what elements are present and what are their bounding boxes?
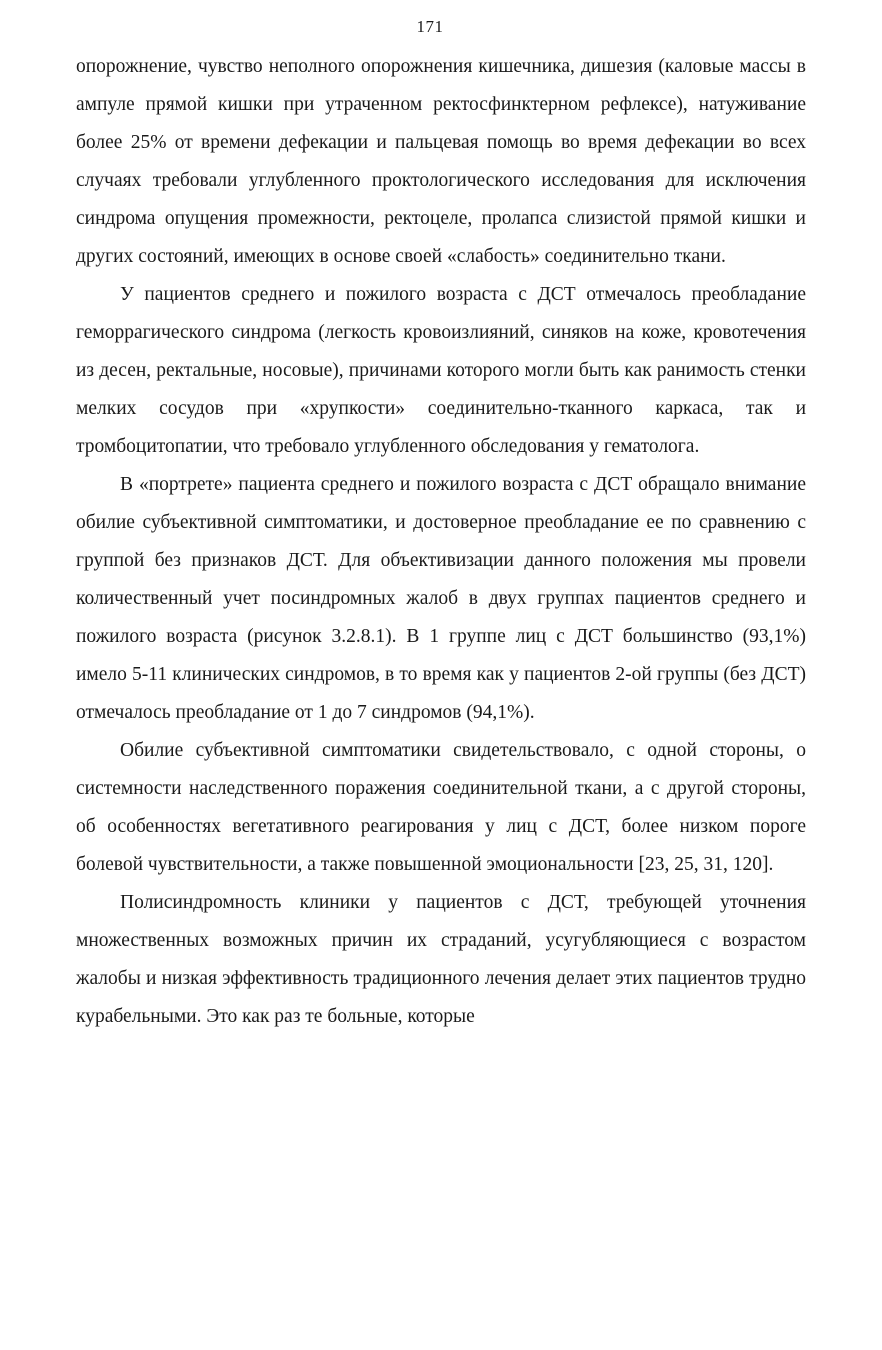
paragraph-hemorrhagic-syndrome: У пациентов среднего и пожилого возраста с ДСТ отмечалось преобладание геморрагического синдрома (легкость кровоизлияний, синяков на коже, кровотечения из десен, ректальные, носовые), причинами которого могли быть как ранимость стенки мелких сосудов при «хрупкости» соединительно-тканного каркаса, так и тромбоцитопатии, что требовало углубленного обследования у гематолога. [76, 284, 806, 457]
paragraph-continued: опорожнение, чувство неполного опорожнения кишечника, дишезия (каловые массы в ампуле прямой кишки при утраченном ректосфинктерном рефлексе), натуживание более 25% от времени дефекации и пальцевая помощь во время дефекации во всех случаях требовали углубленного проктологического исследования для исключения синдрома опущения промежности, ректоцеле, пролапса слизистой прямой кишки и других состояний, имеющих в основе своей «слабость» соединительно ткани. [76, 56, 806, 267]
body-text [76, 48, 806, 1036]
paragraph-subjective-symptoms: Обилие субъективной симптоматики свидетельствовало, с одной стороны, о системности наследственного поражения соединительной ткани, а с другой стороны, об особенностях вегетативного реагирования у лиц с ДСТ, более низком пороге болевой чувствительности, а также повышенной эмоциональности [23, 25, 31, 120]. [76, 740, 806, 875]
paragraph-polysyndromic-clinic: Полисиндромность клиники у пациентов с ДСТ, требующей уточнения множественных возможных причин их страданий, усугубляющиеся с возрастом жалобы и низкая эффективность традиционного лечения делает этих пациентов трудно курабельными. Это как раз те больные, которые [76, 892, 806, 1027]
paragraph-patient-portrait: В «портрете» пациента среднего и пожилого возраста с ДСТ обращало внимание обилие субъективной симптоматики, и достоверное преобладание ее по сравнению с группой без признаков ДСТ. Для объективизации данного положения мы провели количественный учет посиндромных жалоб в двух группах пациентов среднего и пожилого возраста (рисунок 3.2.8.1). В 1 группе лиц с ДСТ большинство (93,1%) имело 5-11 клинических синдромов, в то время как у пациентов 2-ой группы (без ДСТ) отмечалось преобладание от 1 до 7 синдромов (94,1%). [76, 474, 806, 723]
page-number: 171 [416, 17, 444, 36]
